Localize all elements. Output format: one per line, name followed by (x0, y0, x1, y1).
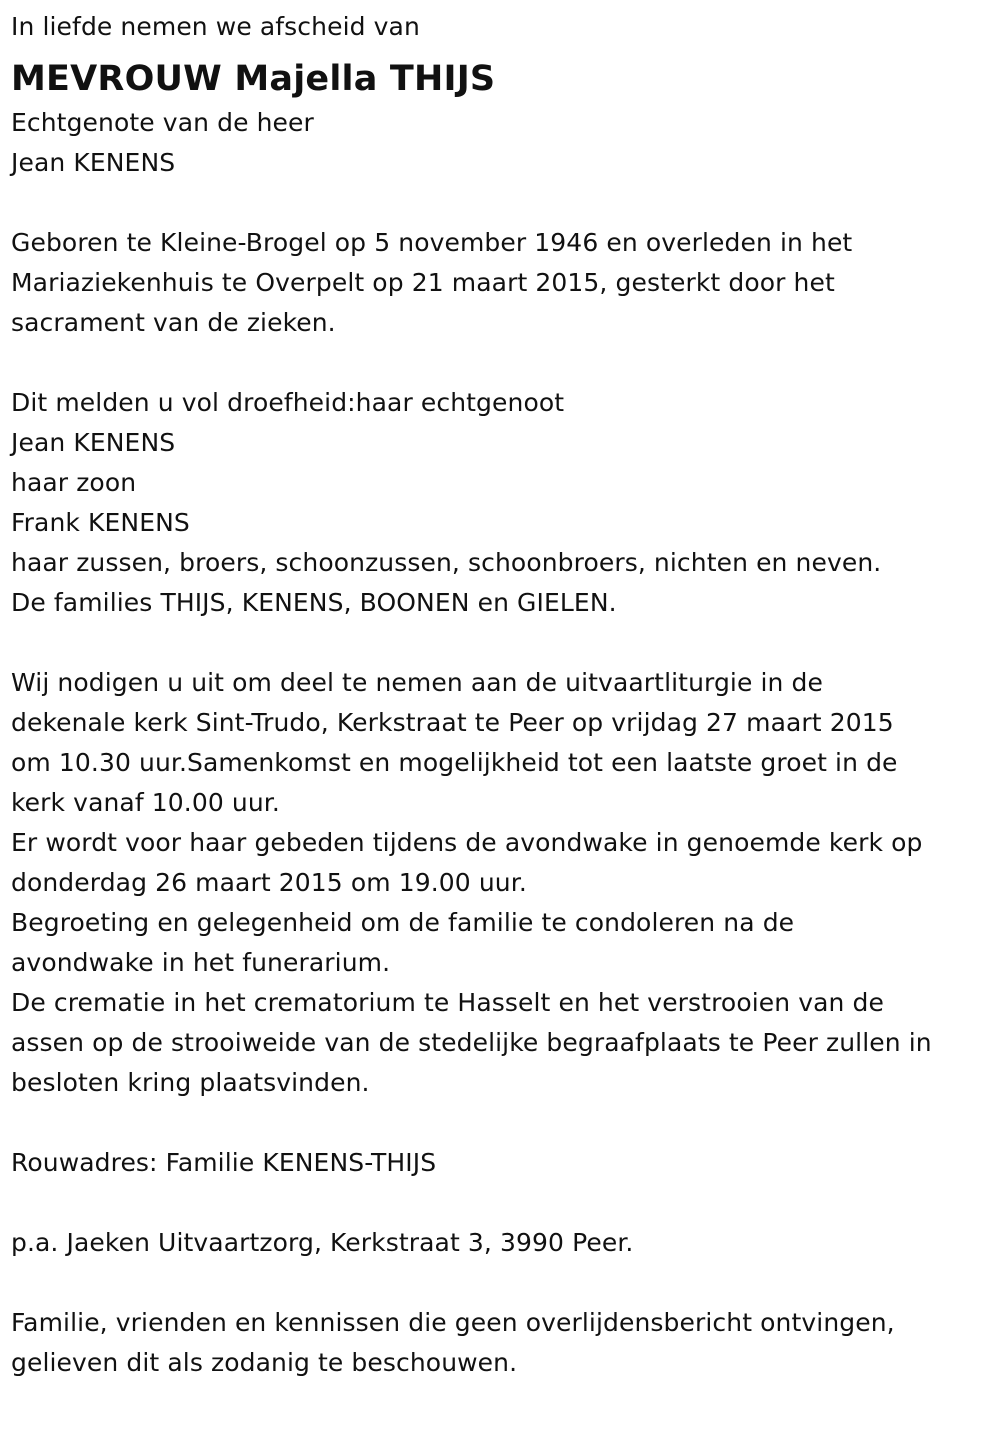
family-line: haar zussen, broers, schoonzussen, schoonbroers, nichten en neven. (11, 548, 882, 577)
ceremony-line: kerk vanaf 10.00 uur. (11, 788, 280, 817)
care-of-address: p.a. Jaeken Uitvaartzorg, Kerkstraat 3, 3990 Peer. (11, 1228, 634, 1257)
ceremony-line: donderdag 26 maart 2015 om 19.00 uur. (11, 868, 527, 897)
family-line: Dit melden u vol droefheid:haar echtgenoot (11, 388, 565, 417)
family-line: Frank KENENS (11, 508, 190, 537)
mourning-address: Rouwadres: Familie KENENS-THIJS (11, 1148, 437, 1177)
intro-text: In liefde nemen we afscheid van (11, 12, 420, 41)
paragraph-gap (11, 1263, 1000, 1303)
paragraph-gap (11, 183, 1000, 223)
family-line: De families THIJS, KENENS, BOONEN en GIELEN. (11, 588, 617, 617)
closing-line: Familie, vrienden en kennissen die geen overlijdensbericht ontvingen, (11, 1308, 895, 1337)
birth-death-line: sacrament van de zieken. (11, 308, 336, 337)
ceremony-line: besloten kring plaatsvinden. (11, 1068, 370, 1097)
paragraph-gap (11, 623, 1000, 663)
birth-death-line: Mariaziekenhuis te Overpelt op 21 maart 2015, gesterkt door het (11, 268, 835, 297)
ceremony-line: assen op de strooiweide van de stedelijke begraafplaats te Peer zullen in (11, 1028, 932, 1057)
paragraph-gap (11, 1103, 1000, 1143)
ceremony-line: Wij nodigen u uit om deel te nemen aan de uitvaartliturgie in de (11, 668, 823, 697)
family-line: haar zoon (11, 468, 137, 497)
ceremony-line: De crematie in het crematorium te Hasselt en het verstrooien van de (11, 988, 884, 1017)
closing-line: gelieven dit als zodanig te beschouwen. (11, 1348, 518, 1377)
paragraph-gap (11, 1183, 1000, 1223)
deceased-name: MEVROUW Majella THIJS (11, 59, 496, 99)
spouse-line: Jean KENENS (11, 148, 176, 177)
family-line: Jean KENENS (11, 428, 176, 457)
birth-death-line: Geboren te Kleine-Brogel op 5 november 1946 en overleden in het (11, 228, 853, 257)
ceremony-line: Begroeting en gelegenheid om de familie te condoleren na de (11, 908, 795, 937)
ceremony-line: dekenale kerk Sint-Trudo, Kerkstraat te Peer op vrijdag 27 maart 2015 (11, 708, 894, 737)
ceremony-line: om 10.30 uur.Samenkomst en mogelijkheid tot een laatste groet in de (11, 748, 898, 777)
ceremony-line: Er wordt voor haar gebeden tijdens de avondwake in genoemde kerk op (11, 828, 923, 857)
paragraph-gap (11, 343, 1000, 383)
spouse-line: Echtgenote van de heer (11, 108, 314, 137)
ceremony-line: avondwake in het funerarium. (11, 948, 391, 977)
